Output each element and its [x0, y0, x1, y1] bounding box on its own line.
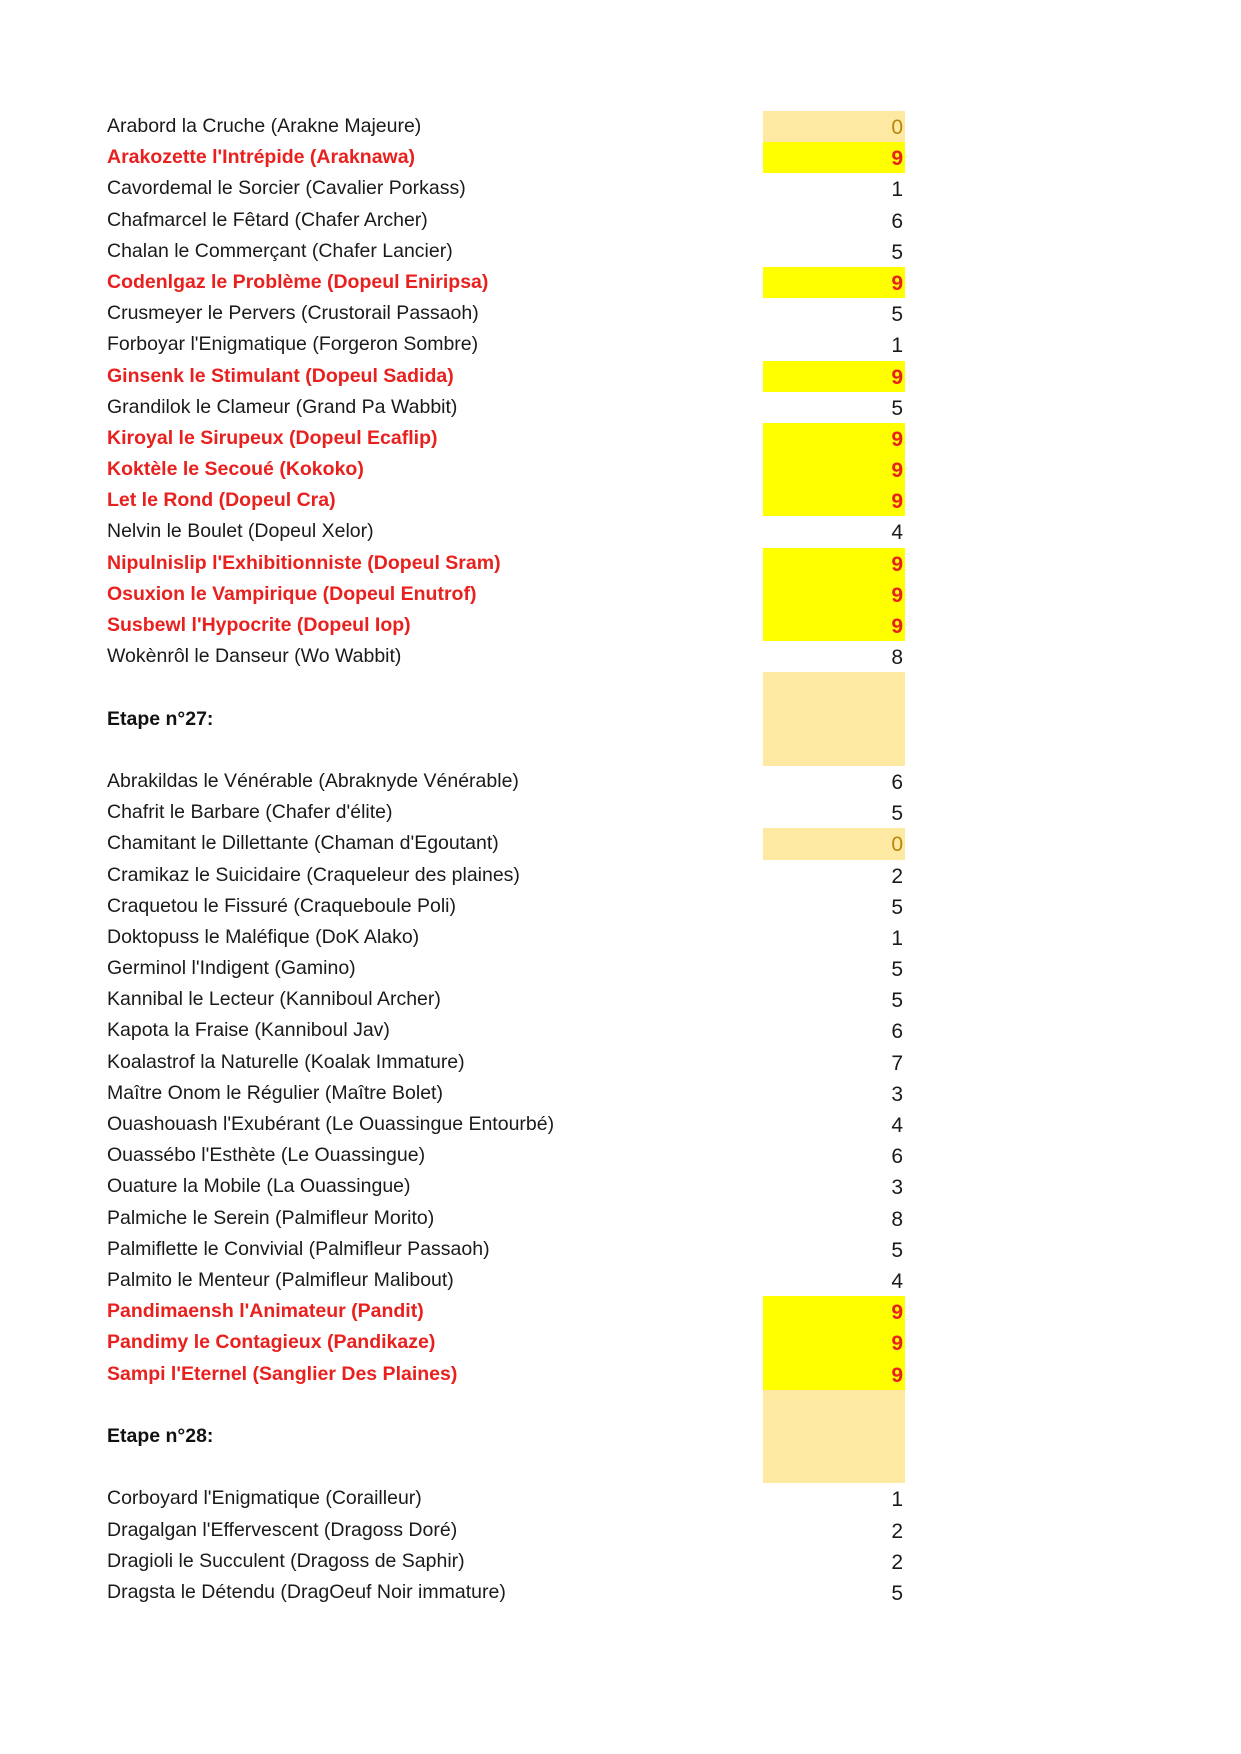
monster-name-cell: Codenlgaz le Problème (Dopeul Eniripsa) [107, 270, 489, 293]
value-cell: 1 [891, 926, 903, 950]
monster-name-cell: Germinol l'Indigent (Gamino) [107, 957, 356, 980]
value-cell: 9 [763, 579, 905, 610]
table-row [0, 1047, 1241, 1078]
table-row [0, 392, 1241, 423]
value-cell: 2 [891, 864, 903, 888]
value-cell: 3 [891, 1082, 903, 1106]
value-cell: 8 [891, 646, 903, 670]
monster-name-cell: Abrakildas le Vénérable (Abraknyde Vénérable) [107, 769, 519, 792]
table-row [0, 205, 1241, 236]
monster-name-cell: Pandimy le Contagieux (Pandikaze) [107, 1331, 436, 1354]
monster-name-cell: Ouashouash l'Exubérant (Le Ouassingue Entourbé) [107, 1113, 555, 1136]
value-cell: 5 [891, 802, 903, 826]
monster-name-cell: Nelvin le Boulet (Dopeul Xelor) [107, 520, 374, 543]
section-title: Etape n°28: [107, 1424, 214, 1447]
table-row [0, 1577, 1241, 1608]
monster-name-cell: Ginsenk le Stimulant (Dopeul Sadida) [107, 364, 454, 387]
monster-name-cell: Dragsta le Détendu (DragOeuf Noir immature) [107, 1580, 506, 1603]
value-cell: 9 [763, 142, 905, 173]
value-cell: 9 [763, 267, 905, 298]
value-cell: 9 [763, 548, 905, 579]
monster-name-cell: Palmito le Menteur (Palmifleur Malibout) [107, 1268, 454, 1291]
monster-name-cell: Chamitant le Dillettante (Chaman d'Egoutant) [107, 832, 499, 855]
value-cell: 6 [891, 1020, 903, 1044]
table-row [0, 548, 1241, 579]
monster-name-cell: Dragioli le Succulent (Dragoss de Saphir) [107, 1549, 465, 1572]
value-cell: 9 [763, 610, 905, 641]
monster-name-cell: Chafmarcel le Fêtard (Chafer Archer) [107, 208, 428, 231]
monster-name-cell: Koalastrof la Naturelle (Koalak Immature) [107, 1050, 465, 1073]
monster-name-cell: Arakozette l'Intrépide (Araknawa) [107, 146, 416, 169]
monster-name-cell: Forboyar l'Enigmatique (Forgeron Sombre) [107, 333, 479, 356]
table-row [0, 454, 1241, 485]
table-row [0, 797, 1241, 828]
monster-name-cell: Nipulnislip l'Exhibitionniste (Dopeul Sram) [107, 551, 501, 574]
value-cell: 7 [891, 1051, 903, 1075]
value-cell: 4 [891, 1114, 903, 1138]
value-cell: 9 [763, 485, 905, 516]
table-row [0, 485, 1241, 516]
value-cell: 6 [891, 209, 903, 233]
value-cell: 5 [891, 895, 903, 919]
monster-name-cell: Wokènrôl le Danseur (Wo Wabbit) [107, 645, 402, 668]
table-row [0, 1265, 1241, 1296]
monster-name-cell: Palmiflette le Convivial (Palmifleur Passaoh) [107, 1237, 490, 1260]
table-row [0, 1234, 1241, 1265]
table-row [0, 236, 1241, 267]
table-row [0, 1015, 1241, 1046]
table-row [0, 922, 1241, 953]
table-row [0, 1109, 1241, 1140]
value-cell: 4 [891, 521, 903, 545]
monster-name-cell: Grandilok le Clameur (Grand Pa Wabbit) [107, 395, 458, 418]
table-row [0, 641, 1241, 672]
value-cell: 2 [891, 1519, 903, 1543]
value-cell: 6 [891, 770, 903, 794]
table-row [0, 423, 1241, 454]
table-row [0, 766, 1241, 797]
table-row [0, 984, 1241, 1015]
value-cell: 9 [763, 454, 905, 485]
monster-name-cell: Kannibal le Lecteur (Kanniboul Archer) [107, 988, 441, 1011]
table-row [0, 1203, 1241, 1234]
value-cell: 1 [891, 178, 903, 202]
monster-name-cell: Dragalgan l'Effervescent (Dragoss Doré) [107, 1518, 458, 1541]
table-row [0, 142, 1241, 173]
monster-name-cell: Let le Rond (Dopeul Cra) [107, 489, 336, 512]
table-row [0, 1546, 1241, 1577]
table-row [0, 1359, 1241, 1390]
table-row [0, 329, 1241, 360]
value-cell: 5 [891, 1581, 903, 1605]
value-cell [763, 1390, 905, 1484]
monster-name-cell: Kiroyal le Sirupeux (Dopeul Ecaflip) [107, 426, 438, 449]
monster-name-cell: Chafrit le Barbare (Chafer d'élite) [107, 801, 393, 824]
table-row [0, 298, 1241, 329]
monster-name-cell: Maître Onom le Régulier (Maître Bolet) [107, 1081, 443, 1104]
monster-name-cell: Ouature la Mobile (La Ouassingue) [107, 1175, 411, 1198]
table-row [0, 860, 1241, 891]
value-cell: 9 [763, 1359, 905, 1390]
monster-name-cell: Kapota la Fraise (Kanniboul Jav) [107, 1019, 390, 1042]
monster-name-cell: Crusmeyer le Pervers (Crustorail Passaoh) [107, 302, 479, 325]
table-row [0, 111, 1241, 142]
monster-name-cell: Chalan le Commerçant (Chafer Lancier) [107, 239, 453, 262]
table-row [0, 579, 1241, 610]
monster-name-cell: Sampi l'Eternel (Sanglier Des Plaines) [107, 1362, 458, 1385]
table-row [0, 516, 1241, 547]
value-cell: 0 [763, 828, 905, 859]
table-row [0, 173, 1241, 204]
monster-name-cell: Koktèle le Secoué (Kokoko) [107, 458, 364, 481]
value-cell: 5 [891, 1238, 903, 1262]
value-cell: 9 [763, 423, 905, 454]
table-row [0, 891, 1241, 922]
spreadsheet-page [0, 111, 1241, 1608]
table-row [0, 1483, 1241, 1514]
table-row [0, 828, 1241, 859]
value-cell: 2 [891, 1550, 903, 1574]
value-cell: 5 [891, 303, 903, 327]
monster-name-cell: Susbewl l'Hypocrite (Dopeul Iop) [107, 614, 411, 636]
value-cell: 3 [891, 1176, 903, 1200]
monster-name-cell: Arabord la Cruche (Arakne Majeure) [107, 115, 422, 137]
value-cell: 9 [763, 1327, 905, 1358]
table-row [0, 1140, 1241, 1171]
monster-name-cell: Cramikaz le Suicidaire (Craqueleur des plaines) [107, 863, 520, 886]
section-header-row [0, 1390, 1241, 1484]
table-row [0, 267, 1241, 298]
table-row [0, 610, 1241, 641]
value-cell [763, 672, 905, 766]
table-row [0, 1296, 1241, 1327]
value-cell: 6 [891, 1145, 903, 1169]
monster-name-cell: Osuxion le Vampirique (Dopeul Enutrof) [107, 582, 477, 605]
monster-name-cell: Palmiche le Serein (Palmifleur Morito) [107, 1206, 435, 1229]
section-title: Etape n°27: [107, 707, 214, 730]
value-cell: 1 [891, 1488, 903, 1512]
table-row [0, 1078, 1241, 1109]
monster-name-cell: Corboyard l'Enigmatique (Corailleur) [107, 1487, 422, 1510]
value-cell: 5 [891, 958, 903, 982]
value-cell: 5 [891, 240, 903, 264]
table-row [0, 361, 1241, 392]
table-row [0, 1327, 1241, 1358]
value-cell: 4 [891, 1269, 903, 1293]
value-cell: 0 [763, 111, 905, 142]
value-cell: 8 [891, 1207, 903, 1231]
section-header-row [0, 672, 1241, 766]
value-cell: 5 [891, 396, 903, 420]
monster-name-cell: Pandimaensh l'Animateur (Pandit) [107, 1300, 424, 1323]
value-cell: 1 [891, 334, 903, 358]
monster-name-cell: Ouassébo l'Esthète (Le Ouassingue) [107, 1144, 426, 1167]
value-cell: 9 [763, 1296, 905, 1327]
table-row [0, 1171, 1241, 1202]
monster-name-cell: Craquetou le Fissuré (Craqueboule Poli) [107, 894, 457, 917]
table-row [0, 953, 1241, 984]
monster-name-cell: Cavordemal le Sorcier (Cavalier Porkass) [107, 177, 466, 200]
value-cell: 5 [891, 989, 903, 1013]
table-row [0, 1515, 1241, 1546]
monster-name-cell: Doktopuss le Maléfique (DoK Alako) [107, 925, 420, 948]
value-cell: 9 [763, 361, 905, 392]
